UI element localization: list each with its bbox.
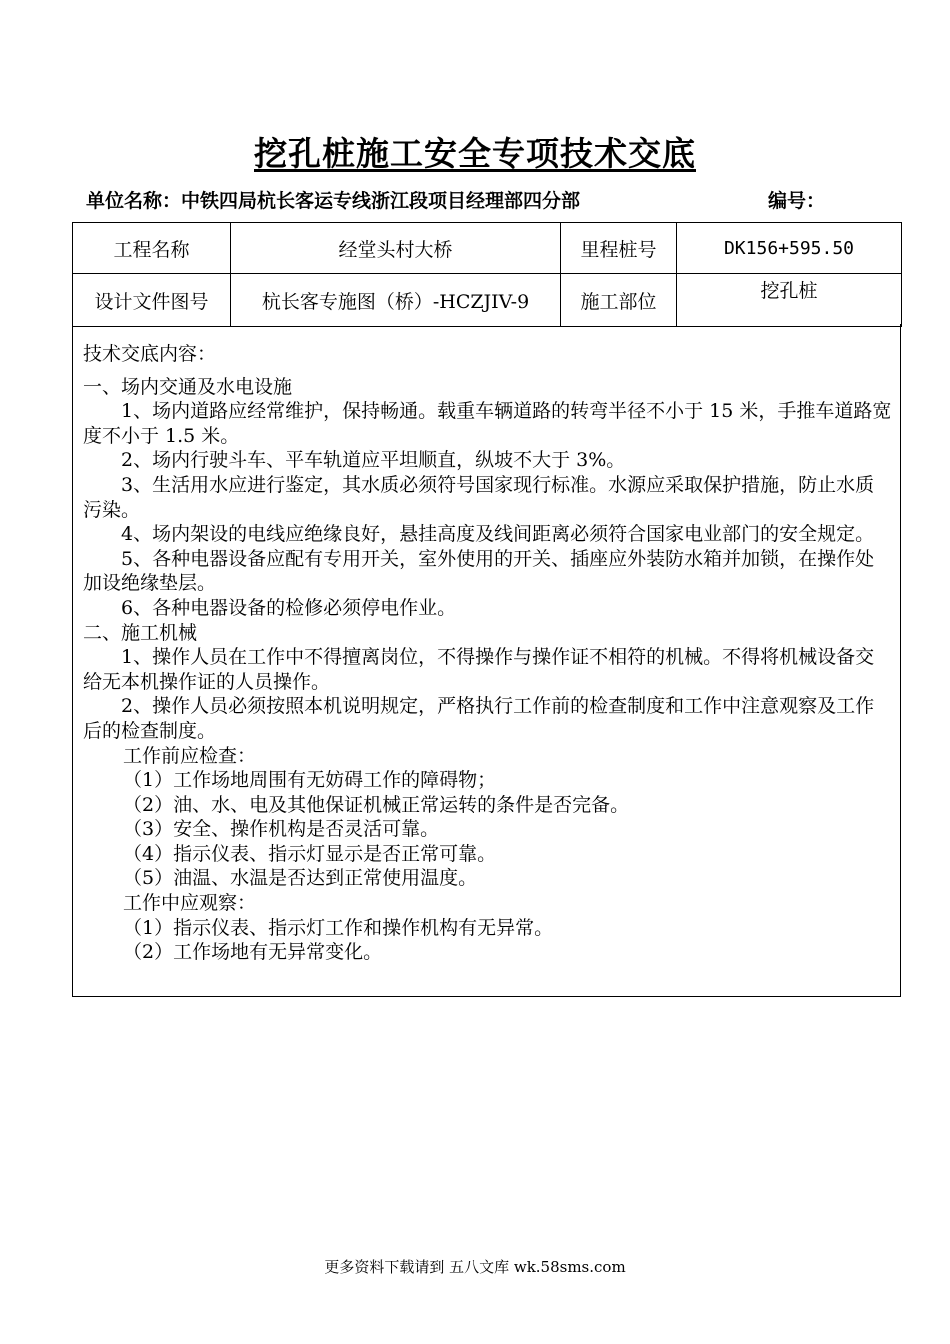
list-item: （4）指示仪表、指示灯显示是否正常可靠。 — [123, 842, 497, 865]
sub-heading: 工作前应检查： — [123, 744, 257, 767]
paragraph: 1、操作人员在工作中不得擅离岗位，不得操作与操作证不相符的机械。不得将机械设备交给无本机操作证的人员操作。 — [83, 646, 875, 693]
table-row — [73, 223, 902, 274]
table-row — [73, 274, 902, 327]
content-box — [72, 324, 901, 997]
mileage-value: DK156+595.50 — [677, 223, 902, 274]
paragraph: 6、各种电器设备的检修必须停电作业。 — [121, 596, 457, 619]
info-table — [72, 222, 902, 327]
paragraph: 2、操作人员必须按照本机说明规定，严格执行工作前的检查制度和工作中注意观察及工作后的检查制度。 — [83, 695, 875, 742]
list-item: （3）安全、操作机构是否灵活可靠。 — [123, 818, 440, 841]
design-doc-label: 设计文件图号 — [73, 274, 231, 327]
footer-text: 更多资料下载请到 五八文库 wk.58sms.com — [324, 1258, 626, 1276]
section-heading: 二、施工机械 — [83, 621, 198, 644]
design-doc-value: 杭长客专施图（桥）-HCZJIV-9 — [231, 274, 561, 327]
project-name-label: 工程名称 — [73, 223, 231, 274]
paragraph: 2、场内行驶斗车、平车轨道应平坦顺直，纵坡不大于 3%。 — [121, 449, 626, 472]
content-heading: 技术交底内容： — [83, 343, 217, 365]
project-name-value: 经堂头村大桥 — [231, 223, 561, 274]
paragraph: 5、各种电器设备应配有专用开关，室外使用的开关、插座应外装防水箱并加锁，在操作处加设绝缘垫层。 — [83, 547, 875, 595]
number-label: 编号： — [768, 190, 826, 212]
mileage-label: 里程桩号 — [561, 223, 677, 274]
paragraph: 1、场内道路应经常维护，保持畅通。载重车辆道路的转弯半径不小于 15 米，手推车道路宽度不小于 1.5 米。 — [83, 400, 892, 447]
unit-name: 单位名称：中铁四局杭长客运专线浙江段项目经理部四分部 — [86, 190, 581, 212]
content-text — [83, 342, 893, 965]
construction-part-value: 挖孔桩 — [677, 274, 902, 327]
list-item: （2）工作场地有无异常变化。 — [123, 941, 383, 964]
paragraph: 3、生活用水应进行鉴定，其水质必须符号国家现行标准。水源应采取保护措施，防止水质污染。 — [83, 473, 875, 521]
list-item: （5）油温、水温是否达到正常使用温度。 — [123, 867, 478, 890]
section-heading: 一、场内交通及水电设施 — [83, 375, 293, 398]
list-item: （2）油、水、电及其他保证机械正常运转的条件是否完备。 — [123, 793, 630, 816]
document-title: 挖孔桩施工安全专项技术交底 — [254, 134, 696, 173]
construction-part-label: 施工部位 — [561, 274, 677, 327]
list-item: （1）工作场地周围有无妨碍工作的障碍物； — [123, 769, 497, 792]
list-item: （1）指示仪表、指示灯工作和操作机构有无异常。 — [123, 916, 554, 939]
paragraph: 4、场内架设的电线应绝缘良好，悬挂高度及线间距离必须符合国家电业部门的安全规定。 — [121, 523, 875, 546]
sub-heading: 工作中应观察： — [123, 892, 257, 915]
